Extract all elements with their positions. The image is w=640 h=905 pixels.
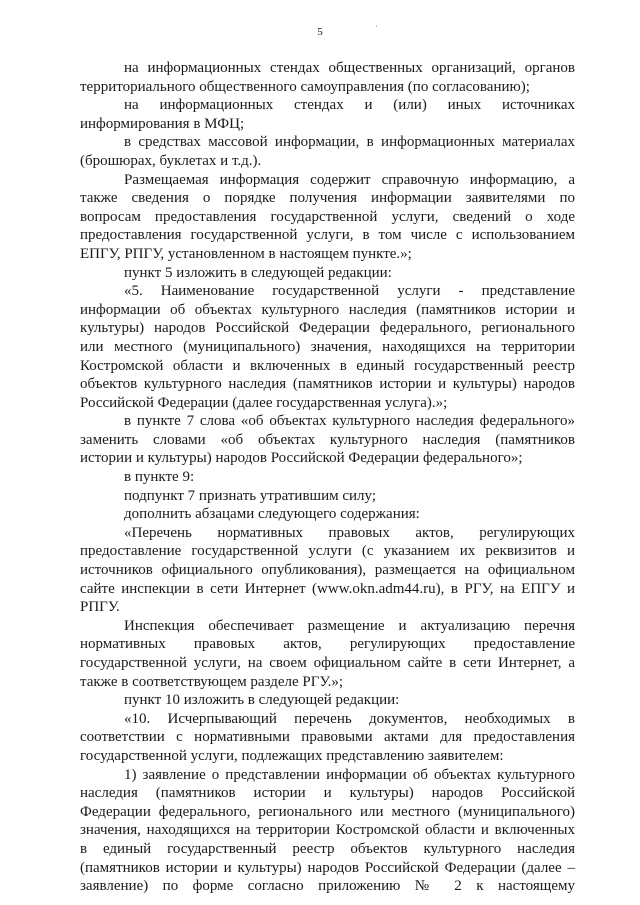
text-line: источников официального опубликования), размещается на официальном — [80, 562, 575, 579]
text-line: Федерации федерального, регионального или местного (муниципального) — [80, 803, 575, 820]
text-line: в средствах массовой информации, в информационных материалах — [124, 134, 575, 151]
text-line: информации об объектах культурного наследия (памятников истории и — [80, 301, 575, 318]
text-line: наследия (памятников истории и культуры) народов Российской — [80, 785, 575, 802]
text-line: на информационных стендах общественных организаций, органов — [124, 60, 575, 76]
text-line: государственной услуги, на своем официальном сайте в сети Интернет, а — [80, 655, 575, 671]
text-line: вопросам предоставления государственной услуги, сведений о ходе — [80, 208, 575, 225]
text-line: предоставление государственной услуги (с указанием их реквизитов и — [80, 543, 575, 560]
text-line: предоставления государственной услуги, в том числе с использованием — [80, 227, 575, 244]
text-line: «5. Наименование государственной услуги - представление — [124, 283, 575, 300]
text-line: в пункте 9: — [124, 469, 195, 486]
page-number: 5 — [317, 26, 323, 38]
text-line: заменить словами «об объектах культурного наследия (памятников — [80, 431, 575, 448]
scan-mark: · — [375, 22, 378, 31]
text-line: сайте инспекции в сети Интернет (www.okn.adm44.ru), в РГУ, на ЕПГУ и — [80, 580, 575, 597]
text-line: (памятников истории и культуры) народов Российской Федерации (далее – — [80, 859, 575, 876]
text-line: также сведения о порядке получения информации заявителями по — [80, 190, 575, 207]
text-line: объектов культурного наследия (памятников истории и культуры) народов — [80, 376, 575, 393]
text-line: культуры) народов Российской Федерации федерального, регионального — [80, 320, 575, 337]
text-line: подпункт 7 признать утратившим силу; — [124, 487, 376, 504]
text-line: пункт 5 изложить в следующей редакции: — [124, 264, 392, 281]
text-line: соответствии с нормативными правовыми актами для предоставления — [80, 729, 575, 746]
text-line: также в соответствующем разделе РГУ.»; — [80, 673, 344, 690]
text-line: «Перечень нормативных правовых актов, регулирующих — [124, 524, 575, 541]
text-line: Размещаемая информация содержит справочную информацию, а — [124, 171, 575, 188]
document-body — [80, 59, 575, 896]
text-line: 1) заявление о представлении информации об объектах культурного — [124, 766, 575, 783]
text-line: или местного (муниципального) значения, находящихся на территории — [80, 338, 575, 355]
text-line: РПГУ. — [80, 599, 120, 616]
text-line: Инспекция обеспечивает размещение и актуализацию перечня — [124, 617, 575, 634]
text-line: нормативных правовых актов, регулирующих предоставление — [80, 636, 575, 653]
text-line: территориального общественного самоуправления (по согласованию); — [80, 78, 530, 95]
text-line: Российской Федерации (далее государственная услуга).»; — [80, 394, 448, 411]
text-line: пункт 10 изложить в следующей редакции: — [124, 692, 400, 709]
text-line: (брошюрах, буклетах и т.д.). — [80, 152, 262, 169]
text-line: «10. Исчерпывающий перечень документов, необходимых в — [124, 710, 575, 727]
text-line: Костромской области и включенных в единый государственный реестр — [80, 357, 575, 374]
text-line: государственной услуги, подлежащих представлению заявителем: — [80, 747, 504, 764]
text-line: ЕПГУ, РПГУ, установленном в настоящем пункте.»; — [80, 245, 412, 262]
text-line: дополнить абзацами следующего содержания: — [124, 506, 420, 523]
text-line: информирования в МФЦ; — [80, 115, 245, 132]
text-line: на информационных стендах и (или) иных источниках — [124, 97, 575, 114]
text-line: в единый государственный реестр объектов культурного наследия — [80, 840, 575, 857]
text-line: заявление) по форме согласно приложению № 2 к настоящему — [80, 878, 575, 895]
text-line: в пункте 7 слова «об объектах культурного наследия федерального» — [124, 413, 575, 430]
text-line: значения, находящихся на территории Костромской области и включенных — [80, 822, 575, 839]
text-line: истории и культуры) народов Российской Федерации федерального»; — [80, 450, 523, 467]
